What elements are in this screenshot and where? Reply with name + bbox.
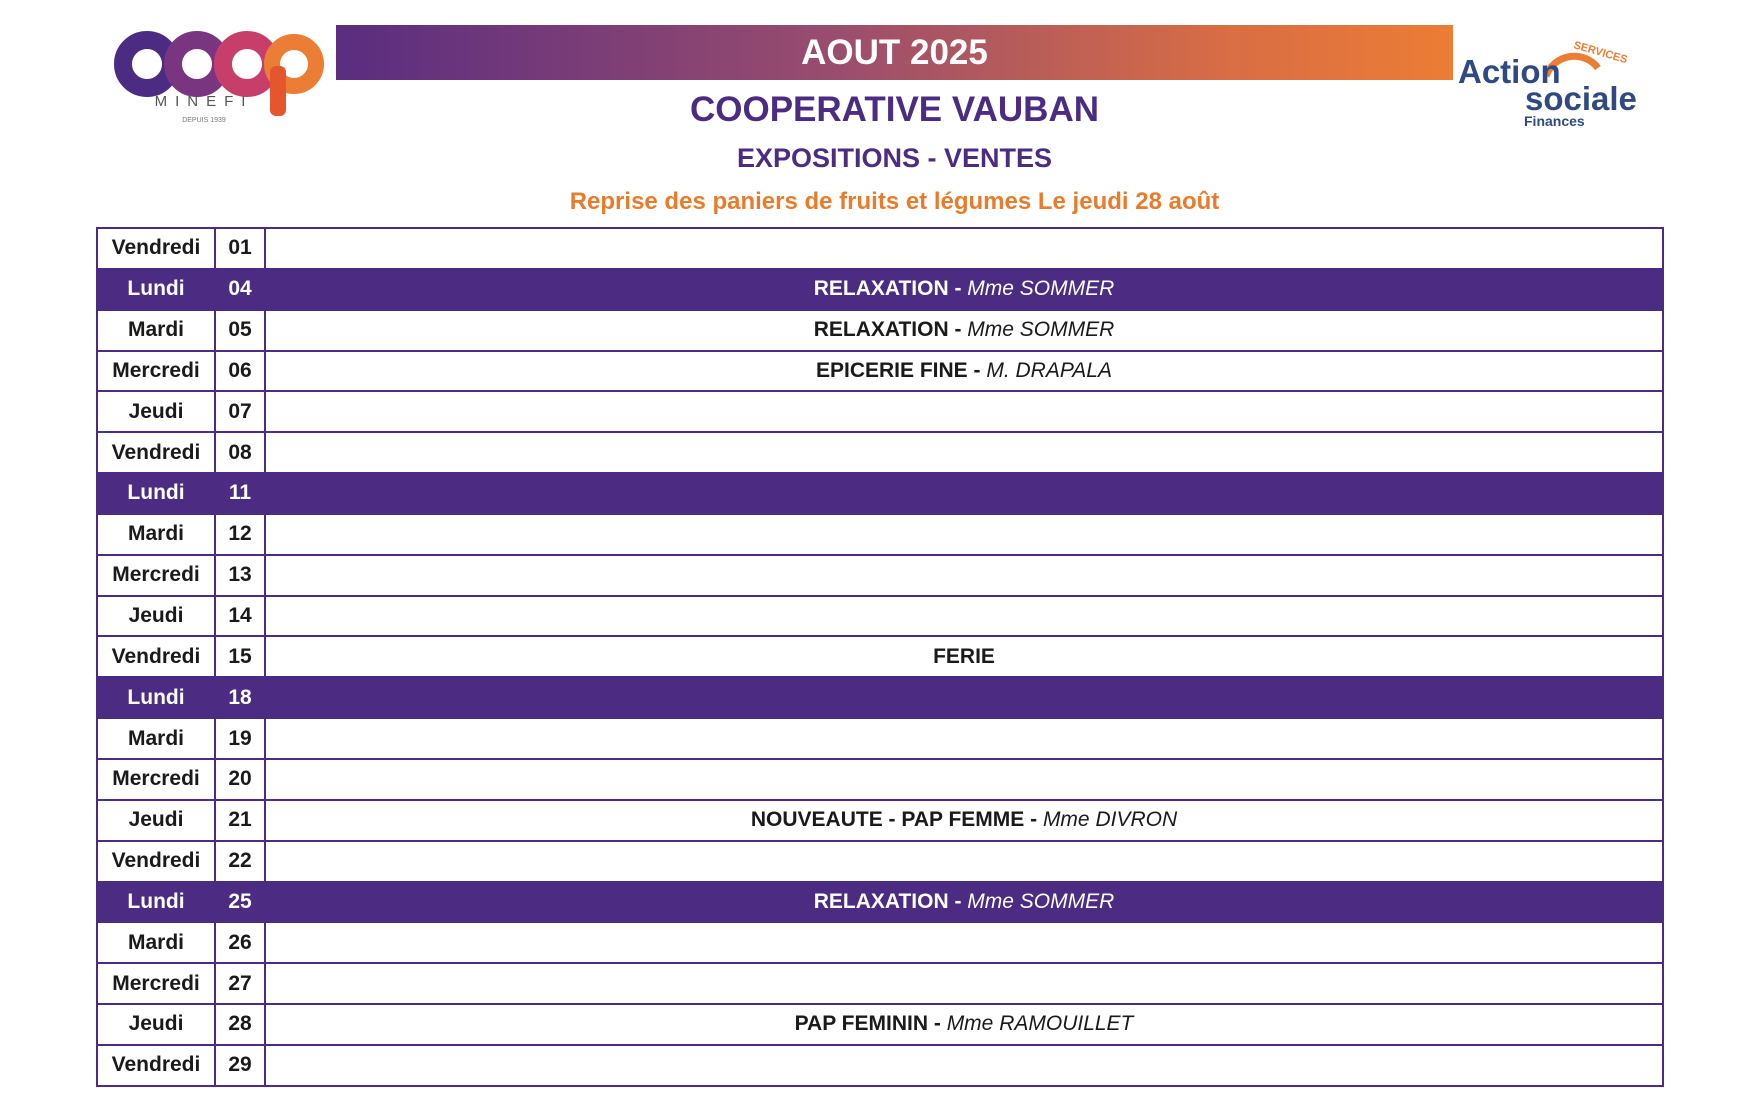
date-cell: 13 xyxy=(215,555,265,596)
calendar-row xyxy=(97,718,1663,759)
as-logo-sociale-text: sociale xyxy=(1525,80,1637,117)
coop-minefi-logo xyxy=(112,22,324,130)
event-title: EPICERIE FINE - xyxy=(815,358,987,382)
date-cell: 07 xyxy=(215,391,265,432)
calendar-row xyxy=(97,882,1663,923)
event-title: PAP FEMININ - xyxy=(794,1012,947,1036)
as-logo-action-text: Action xyxy=(1458,53,1561,90)
date-cell: 01 xyxy=(215,228,265,269)
event-cell xyxy=(265,473,1663,514)
date-cell: 15 xyxy=(215,636,265,677)
date-cell: 18 xyxy=(215,677,265,718)
event-cell xyxy=(265,1004,1663,1045)
event-title: RELAXATION - xyxy=(813,889,968,913)
date-cell: 26 xyxy=(215,922,265,963)
event-cell xyxy=(265,759,1663,800)
calendar-row xyxy=(97,759,1663,800)
day-name-cell: Jeudi xyxy=(97,1004,215,1045)
day-name-cell: Jeudi xyxy=(97,596,215,637)
event-cell xyxy=(265,922,1663,963)
calendar-row xyxy=(97,351,1663,392)
calendar-row xyxy=(97,1045,1663,1086)
calendar-row xyxy=(97,596,1663,637)
as-logo-finances-text: Finances xyxy=(1524,113,1585,129)
day-name-cell: Jeudi xyxy=(97,391,215,432)
event-cell xyxy=(265,310,1663,351)
as-logo-services-text: SERVICES xyxy=(1572,39,1629,67)
date-cell: 28 xyxy=(215,1004,265,1045)
date-cell: 19 xyxy=(215,718,265,759)
calendar-row xyxy=(97,432,1663,473)
date-cell: 20 xyxy=(215,759,265,800)
event-cell xyxy=(265,882,1663,923)
calendar-table xyxy=(96,227,1664,1087)
event-cell xyxy=(265,677,1663,718)
calendar-row xyxy=(97,922,1663,963)
date-cell: 29 xyxy=(215,1045,265,1086)
event-host: Mme DIVRON xyxy=(1042,808,1178,832)
calendar-row xyxy=(97,555,1663,596)
event-cell xyxy=(265,351,1663,392)
event-host: M. DRAPALA xyxy=(986,358,1112,382)
day-name-cell: Lundi xyxy=(97,882,215,923)
day-name-cell: Mercredi xyxy=(97,351,215,392)
day-name-cell: Lundi xyxy=(97,473,215,514)
event-title: RELAXATION - xyxy=(813,318,968,342)
day-name-cell: Mercredi xyxy=(97,963,215,1004)
day-name-cell: Lundi xyxy=(97,269,215,310)
calendar-row xyxy=(97,636,1663,677)
day-name-cell: Jeudi xyxy=(97,800,215,841)
calendar-row xyxy=(97,1004,1663,1045)
page-title: COOPERATIVE VAUBAN xyxy=(689,90,1099,129)
event-cell xyxy=(265,596,1663,637)
month-banner: AOUT 2025 xyxy=(336,25,1453,80)
event-cell xyxy=(265,1045,1663,1086)
day-name-cell: Mardi xyxy=(97,310,215,351)
event-host: Mme SOMMER xyxy=(967,277,1115,301)
day-name-cell: Vendredi xyxy=(97,1045,215,1086)
calendar-row xyxy=(97,963,1663,1004)
calendar-row xyxy=(97,228,1663,269)
event-cell xyxy=(265,514,1663,555)
calendar-row xyxy=(97,514,1663,555)
day-name-cell: Lundi xyxy=(97,677,215,718)
date-cell: 12 xyxy=(215,514,265,555)
date-cell: 21 xyxy=(215,800,265,841)
action-sociale-logo xyxy=(1458,28,1668,138)
day-name-cell: Vendredi xyxy=(97,432,215,473)
calendar-row xyxy=(97,310,1663,351)
event-host: Mme SOMMER xyxy=(967,318,1115,342)
day-name-cell: Mardi xyxy=(97,922,215,963)
date-cell: 04 xyxy=(215,269,265,310)
event-cell xyxy=(265,963,1663,1004)
day-name-cell: Mercredi xyxy=(97,555,215,596)
date-cell: 14 xyxy=(215,596,265,637)
notice-text: Reprise des paniers de fruits et légumes Le jeudi 28 août xyxy=(569,188,1220,215)
date-cell: 05 xyxy=(215,310,265,351)
event-title: RELAXATION - xyxy=(813,277,968,301)
day-name-cell: Mardi xyxy=(97,718,215,759)
coop-logo-minefi-text: MINEFI xyxy=(154,93,254,110)
date-cell: 06 xyxy=(215,351,265,392)
day-name-cell: Mercredi xyxy=(97,759,215,800)
calendar-row xyxy=(97,800,1663,841)
event-host: Mme SOMMER xyxy=(967,889,1115,913)
event-cell xyxy=(265,432,1663,473)
day-name-cell: Vendredi xyxy=(97,636,215,677)
calendar-row xyxy=(97,391,1663,432)
date-cell: 22 xyxy=(215,841,265,882)
date-cell: 27 xyxy=(215,963,265,1004)
event-host: Mme RAMOUILLET xyxy=(946,1012,1134,1036)
day-name-cell: Mardi xyxy=(97,514,215,555)
event-title: FERIE xyxy=(933,644,995,668)
calendar-row xyxy=(97,841,1663,882)
date-cell: 08 xyxy=(215,432,265,473)
event-cell xyxy=(265,228,1663,269)
date-cell: 25 xyxy=(215,882,265,923)
day-name-cell: Vendredi xyxy=(97,841,215,882)
page-subtitle: EXPOSITIONS - VENTES xyxy=(736,143,1053,173)
event-cell xyxy=(265,555,1663,596)
calendar-row xyxy=(97,269,1663,310)
calendar-row xyxy=(97,473,1663,514)
event-cell xyxy=(265,800,1663,841)
event-title: NOUVEAUTE - PAP FEMME - xyxy=(750,808,1043,832)
event-cell xyxy=(265,391,1663,432)
date-cell: 11 xyxy=(215,473,265,514)
event-cell xyxy=(265,841,1663,882)
day-name-cell: Vendredi xyxy=(97,228,215,269)
event-cell xyxy=(265,718,1663,759)
coop-logo-since-text: DEPUIS 1939 xyxy=(182,117,226,124)
calendar-row xyxy=(97,677,1663,718)
event-cell xyxy=(265,269,1663,310)
event-cell xyxy=(265,636,1663,677)
